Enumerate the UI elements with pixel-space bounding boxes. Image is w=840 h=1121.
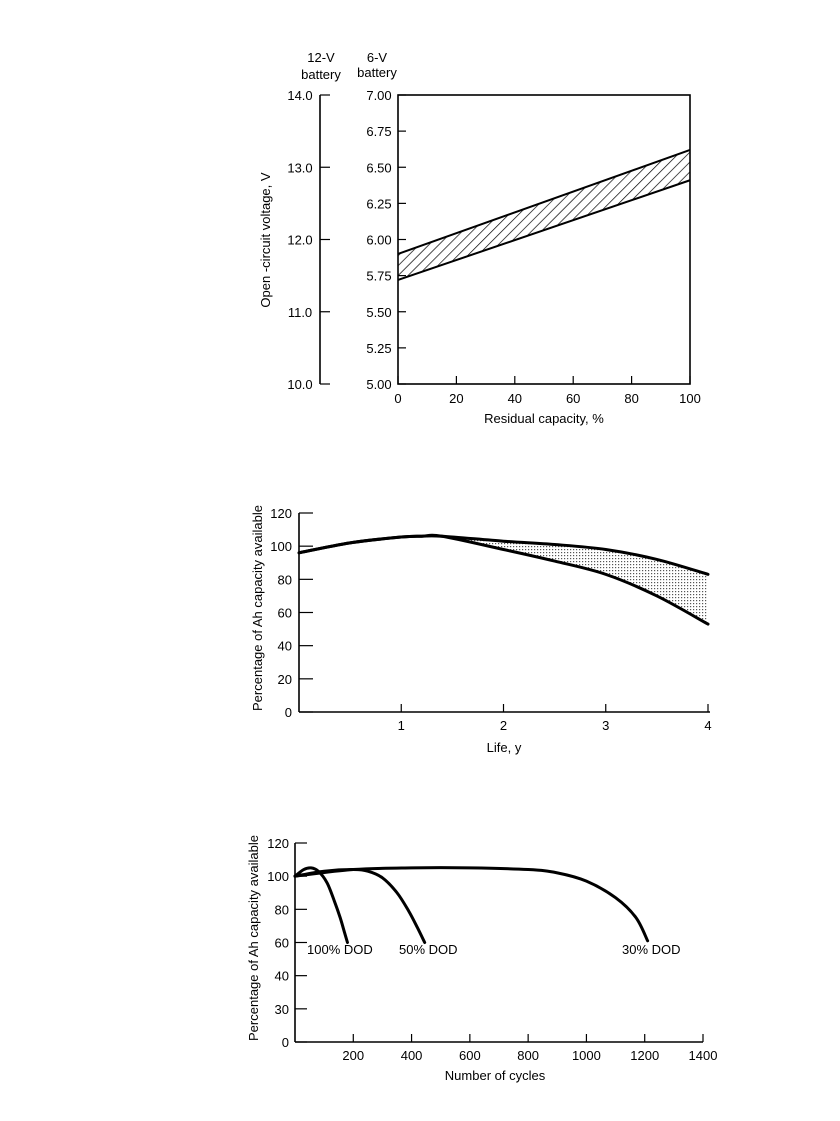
x-tick-label-3: 1400 [688,1048,718,1063]
y-tick-label-3: 40 [274,968,289,984]
y-tick-label-12v: 10.0 [287,377,313,392]
x-tick-label-3: 1200 [630,1048,660,1063]
y-tick-label-3: 120 [267,836,289,851]
series-label-100-dod: 100% DOD [307,942,373,957]
x-tick-label-3: 400 [400,1048,423,1063]
y-tick-label-2: 100 [270,539,292,555]
header-12v-line2: battery [301,67,341,82]
voltage-band-lower-edge [398,180,690,280]
y-tick-label-3: 0 [281,1035,289,1050]
chart-capacity-vs-cycles [246,835,717,1083]
y-tick-label-2: 120 [270,506,292,521]
x-tick-label-1: 40 [507,391,523,406]
y-tick-label-2: 40 [277,638,292,654]
voltage-band-upper-edge [398,150,690,254]
y-tick-label-6v: 6.75 [366,124,392,140]
y-tick-label-12v: 14.0 [287,88,313,103]
y-tick-label-6v: 6.25 [366,196,392,212]
chart-capacity-vs-life [250,505,712,755]
y-tick-label-2: 80 [277,572,292,588]
y-tick-label-3: 30 [274,1001,289,1017]
dod-curves [295,868,648,943]
x-axis-ticks-1 [394,376,700,406]
capacity-range-area [299,535,708,624]
header-6v-line2: battery [357,65,397,80]
x-tick-label-1: 0 [394,391,402,406]
y-tick-label-6v: 5.00 [366,377,392,392]
y-tick-label-3: 60 [274,935,289,951]
y-tick-label-6v: 7.00 [366,88,392,103]
y-tick-label-6v: 6.50 [366,160,392,176]
y-tick-label-3: 100 [267,869,289,885]
x-tick-label-2: 4 [704,718,712,733]
y-tick-label-12v: 13.0 [287,160,313,176]
curve-50-dod [295,870,425,943]
y-tick-label-2: 60 [277,605,292,621]
x-tick-label-3: 600 [459,1048,481,1063]
y-axis-ticks-2 [270,506,313,720]
y-tick-label-12v: 12.0 [287,232,313,248]
x-tick-label-2: 2 [499,718,508,733]
axis-6v-ticks [366,88,406,392]
x-tick-label-1: 60 [565,391,581,406]
x-axis-label-2: Life, y [486,740,522,755]
y-axis-ticks-3 [267,836,307,1050]
x-tick-label-2: 3 [602,718,610,733]
y-tick-label-3: 80 [274,902,289,918]
y-axis-label-3: Percentage of Ah capacity available [246,835,261,1041]
x-tick-label-3: 800 [517,1048,539,1063]
chart-voltage-vs-capacity [258,50,701,426]
curve-30-dod [295,868,648,941]
voltage-band [398,150,690,280]
x-tick-label-1: 100 [679,391,701,406]
y-tick-label-6v: 5.75 [366,268,392,284]
x-tick-label-2: 1 [397,718,405,733]
curve-100-dod [295,868,347,943]
x-axis-label-1: Residual capacity, % [484,411,604,426]
y-tick-label-6v: 6.00 [366,232,392,248]
x-axis-label-3: Number of cycles [444,1068,546,1083]
y-tick-label-6v: 5.25 [366,340,392,356]
voltage-band-fill [398,150,690,280]
y-axis-label-1: Open -circuit voltage, V [258,172,273,308]
header-6v-line1: 6-V [366,50,388,65]
series-label-50-dod: 50% DOD [399,942,458,957]
x-tick-label-3: 200 [342,1048,365,1063]
header-12v-line1: 12-V [307,50,335,65]
x-axis-ticks-2 [398,704,712,733]
y-tick-label-2: 20 [277,671,292,687]
axis-12v-ticks [287,88,330,392]
x-axis-ticks-3 [342,1034,717,1063]
y-tick-label-6v: 5.50 [366,304,392,320]
x-tick-label-1: 80 [624,391,639,406]
y-tick-label-12v: 11.0 [287,304,313,320]
x-tick-label-3: 1000 [571,1048,601,1063]
y-tick-label-2: 0 [284,705,292,720]
series-label-30-dod: 30% DOD [622,942,681,957]
y-axis-label-2: Percentage of Ah capacity available [250,505,265,711]
x-tick-label-1: 20 [449,391,464,406]
